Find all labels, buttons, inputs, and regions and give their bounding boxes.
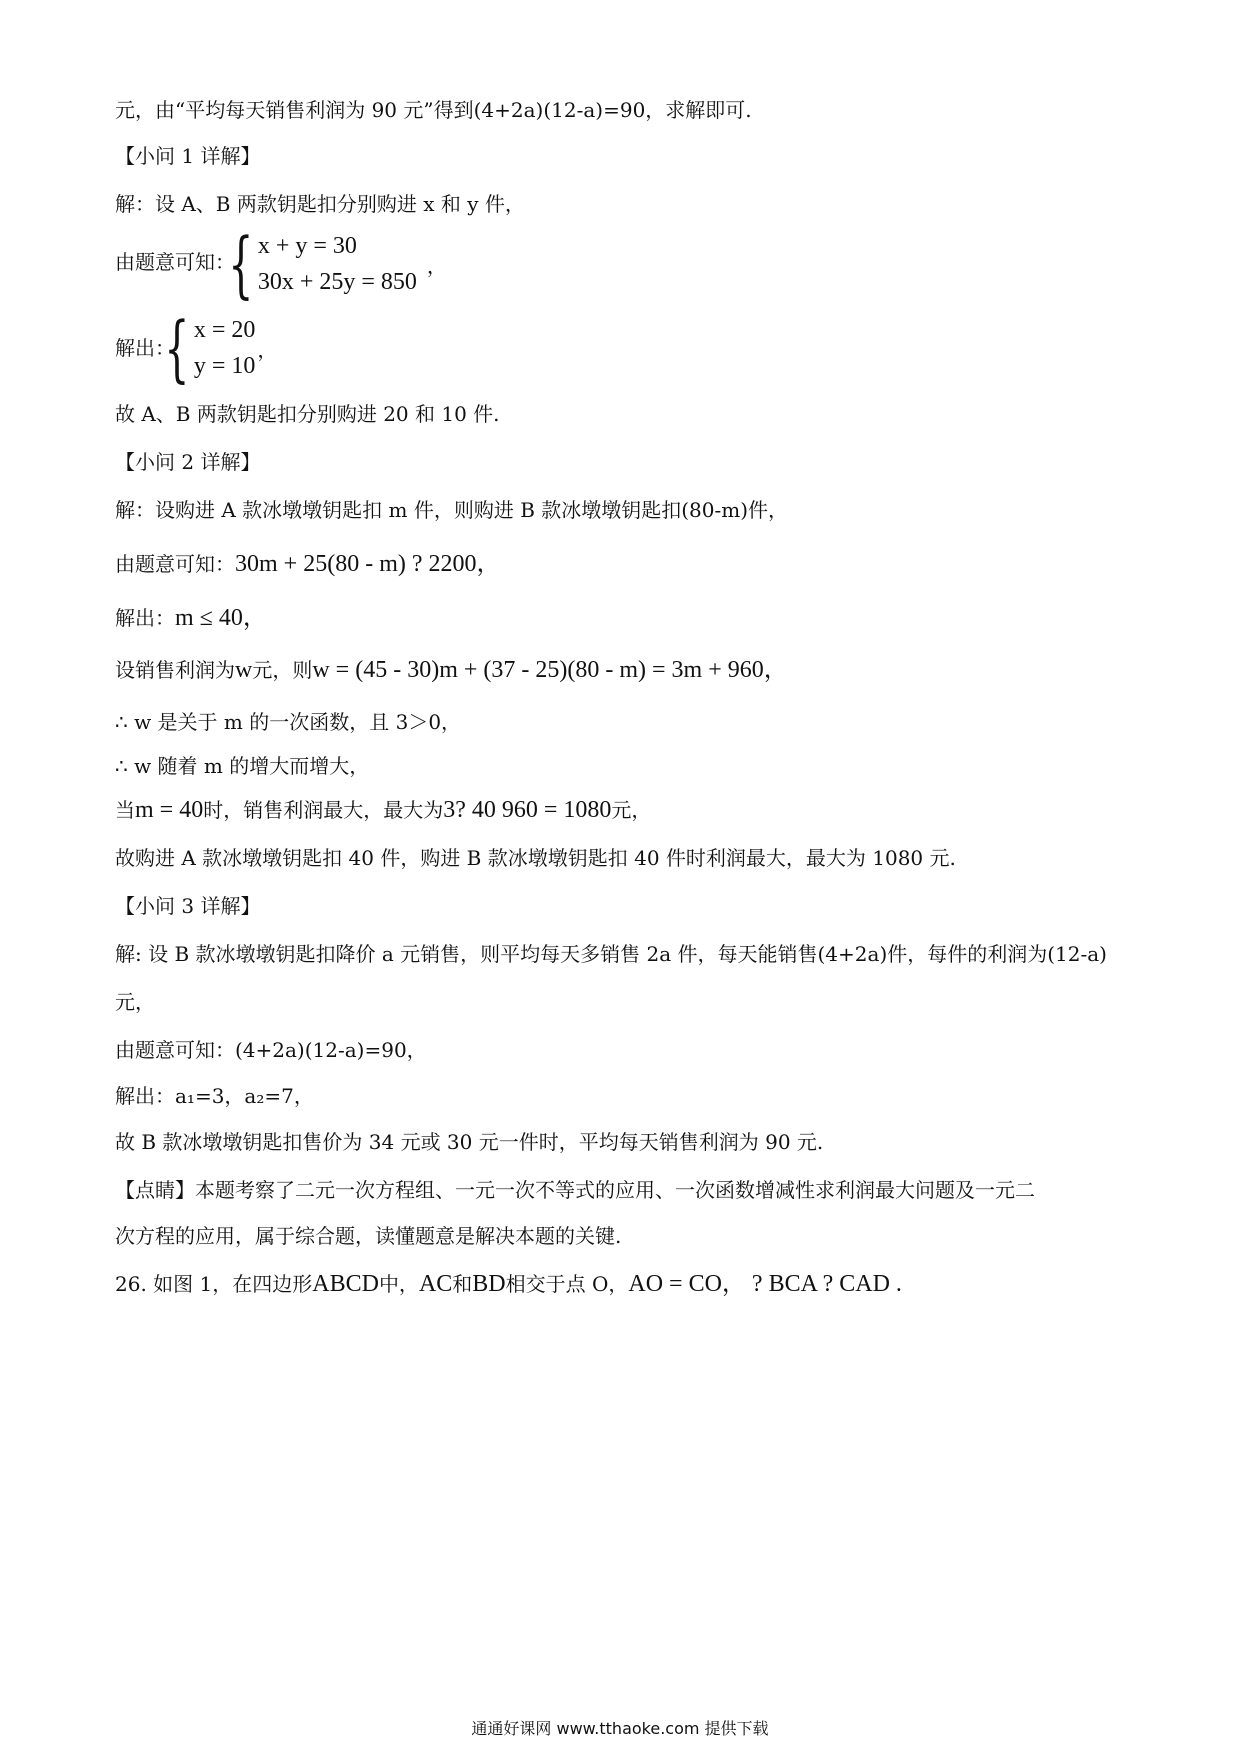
text-line-14 <box>115 796 651 824</box>
text-line-12: ∴ w 是关于 m 的一次函数，且 3＞0， <box>115 710 462 734</box>
problem-26-statement <box>115 1270 902 1298</box>
punct: ， <box>257 337 278 362</box>
text-line-23: 次方程的应用，属于综合题，读懂题意是解决本题的关键. <box>115 1224 622 1248</box>
math-expression: 3? 40 960 = 1080 <box>443 797 612 823</box>
section-heading-1: 【小问 1 详解】 <box>115 144 261 168</box>
text-line-10 <box>115 604 267 632</box>
brace-icon: { <box>228 222 254 306</box>
text-line-3: 解：设 A、B 两款钥匙扣分别购进 x 和 y 件， <box>115 192 525 216</box>
text-line-8: 解：设购进 A 款冰墩墩钥匙扣 m 件，则购进 B 款冰墩墩钥匙扣(80-m)件， <box>115 498 789 522</box>
math-expression: w = (45 - 30)m + (37 - 25)(80 - m) = 3m + 960， <box>312 657 788 683</box>
page-footer: 通通好课网 www.tthaoke.com 提供下载 <box>471 1719 769 1738</box>
math-expression: AO = CO， ? BCA ? CAD . <box>628 1271 902 1297</box>
text-line-22: 【点睛】本题考察了二元一次方程组、一元一次不等式的应用、一次函数增减性求利润最大问题及一元二 <box>115 1178 1035 1202</box>
equation-row: y = 10 <box>193 353 256 379</box>
math-expression: 30m + 25(80 - m) ? 2200， <box>235 551 501 577</box>
equation-row: 30x + 25y = 850 <box>257 269 417 295</box>
text-line-18: 元， <box>115 990 155 1014</box>
text-line-15: 故购进 A 款冰墩墩钥匙扣 40 件，购进 B 款冰墩墩钥匙扣 40 件时利润最大，最大为 1080 元. <box>115 846 956 870</box>
label: 和 <box>452 1272 473 1296</box>
label: 解出： <box>115 606 175 630</box>
section-heading-2: 【小问 2 详解】 <box>115 450 261 474</box>
equation-system-1 <box>228 222 447 306</box>
label: 由题意可知： <box>115 552 235 576</box>
text-line-11 <box>115 656 788 684</box>
text-line-9 <box>115 550 501 578</box>
brace-icon: { <box>164 306 190 390</box>
equation-system-2 <box>164 306 278 390</box>
label: 设销售利润为 <box>115 658 235 682</box>
math-expression: ABCD <box>312 1271 379 1297</box>
label: 当 <box>115 798 135 822</box>
equation-row: x + y = 30 <box>257 233 357 259</box>
math-expression: AC <box>418 1271 453 1297</box>
text-line-4-label: 由题意可知： <box>115 250 235 274</box>
text-line-1: 元，由“平均每天销售利润为 90 元”得到(4+2a)(12-a)=90，求解即可. <box>115 98 752 122</box>
label: 中， <box>378 1272 419 1296</box>
text-line-6: 故 A、B 两款钥匙扣分别购进 20 和 10 件. <box>115 402 500 426</box>
text-line-21: 故 B 款冰墩墩钥匙扣售价为 34 元或 30 元一件时，平均每天销售利润为 90 元. <box>115 1130 824 1154</box>
math-var: w <box>235 657 253 683</box>
label: 相交于点 O， <box>505 1272 629 1296</box>
label: 26. 如图 1，在四边形 <box>115 1272 313 1296</box>
label: 元， <box>611 798 652 822</box>
text-line-20: 解出：a₁=3，a₂=7， <box>115 1084 314 1108</box>
label: 时，销售利润最大，最大为 <box>203 798 444 822</box>
math-expression: m ≤ 40， <box>175 605 267 631</box>
text-line-13: ∴ w 随着 m 的增大而增大， <box>115 754 370 778</box>
punct: ， <box>426 253 447 278</box>
text-line-17: 解: 设 B 款冰墩墩钥匙扣降价 a 元销售，则平均每天多销售 2a 件，每天能销售(4+2a)件，每件的利润为(12-a) <box>115 942 1107 966</box>
text-line-5-label: 解出： <box>115 336 175 360</box>
section-heading-3: 【小问 3 详解】 <box>115 894 261 918</box>
label: 元，则 <box>252 658 313 682</box>
text-line-19: 由题意可知：(4+2a)(12-a)=90， <box>115 1038 427 1062</box>
math-expression: BD <box>472 1271 506 1297</box>
math-expression: m = 40 <box>135 797 204 823</box>
equation-row: x = 20 <box>193 317 256 343</box>
